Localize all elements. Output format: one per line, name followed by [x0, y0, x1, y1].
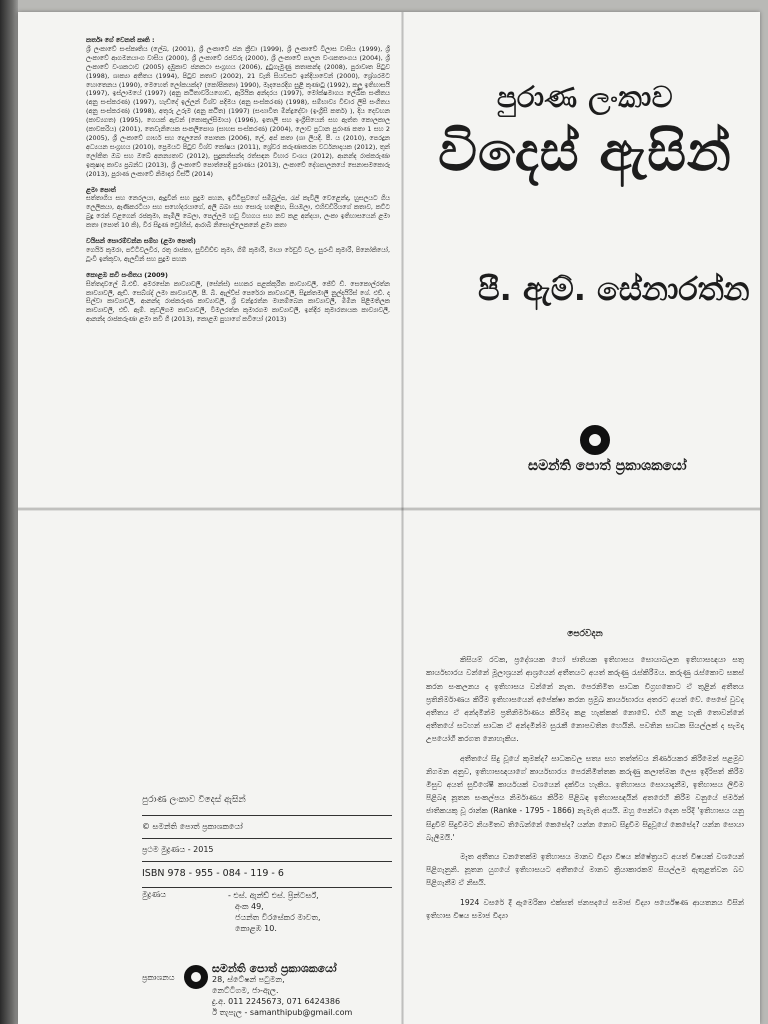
copyright-line: © සමන්ති පොත් ප්‍රකාශකයෝ — [142, 822, 243, 831]
preface-paragraph: 1924 වසරේ දී ඇමෙරිකා එක්සත් ජනපදයේ සමාජ විද්‍යා පර්යේෂණ ආයතනය විසින් ඉතිහාස විෂය සමාජ විද්‍යා — [426, 897, 744, 920]
bibliography-heading-other-works: කර්තෘ ගේ වෙනත් කෘති : — [86, 36, 155, 44]
bibliography-heading-series: වයිසන් සොරම්වන්න සම්භ (ළමා පොත්) — [86, 237, 196, 246]
bibliography-heading-childrens-books: ළමා පොත් — [86, 185, 116, 194]
author-name: පී. ඇම්. සේනාරත්න — [478, 270, 750, 308]
publisher-line: ඊ තැපැල - samanthipub@gmail.com — [212, 1008, 353, 1017]
preface-paragraph: මෑත අතීතය වනතෙක්ම ඉතිහාසය මානව විද්‍යා විෂය ක්ෂේත්‍රයට අයත් විෂයක් වශයෙන් පිළිගැනුනි. නූතන යුගයේ ඉතිහාසයට අතීතයේ මානව ක්‍රියාකාරකම් සියල්ලම ඇතුළත්වන බව පිළිගැනීම ඒ නිසයි. — [426, 852, 744, 888]
bibliography-other-works: ශ්‍රී ලංකාවේ සංස්කෘතිය (ලේඛ, (2001), ශ්‍රී ලංකාවේ ජන ක්‍රීඩා (1999), ශ්‍රී ලංකාවේ විලාස වාසිය (1999), ශ්‍රී ලංකාවේ ආගමනයාංග වාසිය (2000), ශ්‍රී ලංකාවේ රජවරු (2000), ශ්‍රී ලංකාවේ පාලන වංශකතාංගය (2004), ශ්‍රී ලංකාවේ වංශකථාව (2005) දඹුකාව ජනකථා සංග්‍රහය (2006), දුටුගැමුණු කතාකන්ද (2008), පුරාවෘත පිටුව (1998), ශාක්‍යා අතීතය (1994), පිටුව කතාව (2002), 21 වැනි සියවසට ඉන්දියාවෙන් (2000), ශ්‍රේශරමට හොතෙනය (1990), මෙහෙත් ලෝකයක්ද? (කෝපිකතා) 1990), මැදපෙරදිග සුළි කුණාටු (1992), කලු ඉතිහාසයි (1997), ඉස්ලාමයේ (1997) (අනු කථිතාවරියගොඩ, ඇරියික අන්දරය (1997), මෝක්ෂමාගය ලේඛික සංකීතය (අනු සංස්කරණ) (1997), හැඩ්දේ ඉල්ලන් විශ්ව පදිමය (අනු සංස්කරණ) (1998), සම්භාව්‍ය විචාර ලිපි සංගීතය (අනු සංස්කරණ) (1998), අතුරු උරුම (අනු කථිත) (1997) (සංභාවිත මින්ද්‍රදේවා (ඉංග්‍රීසි කර්ත) ), දිය දෙවඟන (කාව්‍යගත) (1995), ගෙයක් ඇවන් (කොකුල්සිමාය) (1996), ඉතාලි සහ ඉංග්‍රීසියෙන් සහ ඇත්ත කොලකාල (කාවකරිය) (2001), තෙවැනියෙක සංකලිපොශ (සාහස සංස්කරණ) (2004), ලොව ප්‍රධාන පුරාණ කතා 1 සහ 2 (2005), ශ්‍රී ලංකාවේ ගාර්භ සහ දොලනෝ පොතක (2006), ලේ, අප් කතා (ශා ලියදි. පී. ය (2010), පෙරදුන අධ්‍යයන සංග්‍රහය (2010), ප්‍රෙමයට පිටුව විශ්ව කෝෂය (2011), ශ්‍රේවර කරුණාකරන වර්ධනාදායක (2012), තුන් ලෝකිත ඔබ සහ ඔබේ අනන්‍යතාව (2012), සුදුකන්සන්ද රත්සඳන විහාර වංශය (2012), ආනන්ද රාජකරුණා ඉකුෂාද කාව්‍ය ප්‍රබන්ධ (2013), ශ්‍රී ලංකාවේ පොත්පෙදි පුරාණය (2013), ලංකාවේ දේශපාලනයේ සෙනාසමකොරු (2013), පුරාණ ලංකාවේ නිමාදාර විස්ථි (2014) — [86, 44, 390, 178]
bibliography-heading-poetry: කොළඹ කවි සංගිතය (2009) — [86, 270, 168, 279]
isbn: ISBN 978 - 955 - 084 - 119 - 6 — [142, 868, 284, 879]
publisher-line: 28, ස්ටේෂන් පටුමන, — [212, 975, 285, 984]
bibliography-series: ගෙයිර් කුමරා, පට්ටිවලවීර, රතු රාජකා, සුවිඩිච්ච කුමා, ගිම් කුමාරී, මායා රේඩුවි වල, සුරංඩි කුමාරී, පිනෝකියෝ, ටූංවි ඉන්කුවා, ඇලඩින් සහ පුදුම පහන — [86, 245, 390, 263]
divider — [142, 815, 392, 816]
publisher-logo-icon — [184, 965, 208, 989]
author-bibliography — [86, 36, 390, 324]
publisher-line: දු.අ. 011 2245673, 071 6424386 — [212, 997, 341, 1006]
publisher-address — [212, 963, 352, 1018]
printer-line: ජයන්ත වීරසේකර මාවත, — [235, 913, 321, 922]
printer-line: - එස්. ඇන්ඩ් එස්. ප්‍රින්ටර්ස්, — [228, 891, 319, 900]
printer-label: මුද්‍රණය — [142, 890, 167, 899]
divider — [142, 861, 392, 862]
imprint-page — [142, 795, 392, 1015]
publisher-label: ප්‍රකාශනය — [142, 973, 175, 982]
preface-heading: පෙරවදන — [567, 629, 603, 639]
vertical-fold — [401, 12, 404, 1024]
book-title: විදෙස් ඇසින් — [438, 119, 732, 183]
divider — [142, 887, 392, 888]
publisher-name: සමන්ති පොත් ප්‍රකාශකයෝ — [528, 458, 687, 474]
printer-line: අංක 49, — [235, 902, 264, 911]
bibliography-poetry: සිත්තදාවලේ බී.එච්. අමරසේන කාව්‍යාවලී, (සේන්ස්) සහකර පළක්කුරීත කාව්‍යාවලී, ජේව් ඩ්. සෙකොල්රත්න කාව්‍යාවලී, ඇඩ්. සෙබ්ශ්ද් ලමා කාව්‍යාවලී, පී. බී. ඇල්ව්ස් පෙරේරා කාව්‍යාවලී, සිදුක්තමාලී නුල්දයිරිස් ශේ. එච්. ද සිල්වා කාව්‍යාවලී, ආනන්ද රාජකරුණ කාව්‍යාවලී, ශ්‍රී චන්ද්‍රරත්න මානම්බෙන කාව්‍යාවලී, මිමින පිළිමතිලක කාව්‍යාවලී, එච්. ඇම්. කුඩලිගම කාව්‍යාවලී, විමලරත්න කුමාරගම කාව්‍යාවලී, ඉන්දිර කුමාරතායක කාව්‍යාවලී, ආනන්ද රාජකරුණා ළමා කවි ගී (2013), කොළඹ පුහාගේ කවියෝ (2013) — [86, 279, 390, 324]
printer-line: කොළඹ 10. — [235, 924, 277, 933]
title-page — [420, 80, 750, 500]
publisher-line: නෙට්ටිගම, ජා-ඇල. — [212, 986, 279, 995]
edition-line: ප්‍රථම මුද්‍රණය - 2015 — [142, 845, 214, 854]
scan-dark-edge — [0, 0, 18, 1024]
printer-address — [228, 890, 321, 934]
horizontal-fold — [18, 507, 760, 511]
preface-paragraph: කිසියම් රටක, ප්‍රදේශයක හෝ ජාතියක ඉතිහාසය සොයාබලන ඉතිහාසඥයා සතු කාර්යභාරය වන්නේ මූලාශ්‍රයන් ආශ්‍රයෙන් අතීතයට අයත් කරුණු රැස්කිරීමය. කරුණු රැස්කොට සකස් කරන සංකලනය ද ඉතිහාසය වන්නේ නැත. පෙරනිමිත සාධක විග්‍රහකොට ඒ තුළින් අතීතය ප්‍රතිනිර්මාණය කිරීම ඉතිහාසයෙන් අපේක්ෂා කරන ප්‍රමුඛ කාර්යභාරය අතරට අයත් වේ. පෙසේ වුවද අතීතය ඒ අන්දමින්ම ප්‍රතිනිර්මාණය කිරීමද කළ හැක්කක් නොවේ. එහි කළ හැකි තොවන්නේ අතීතයේ සටහන් සාධක ඒ අන්දමින්ම සුරැකී නොපවතින හෙයිනි. පවතින සාධක සියල්ලක් ද සැමදා උපයෝගී කරගත නොහැකිය. — [426, 655, 744, 744]
preface-page — [426, 628, 744, 928]
imprint-book-title: පුරාණ ලංකාව විදෙස් ඇසින් — [142, 795, 246, 805]
preface-paragraph: අතීතයේ සිදු වූයේ කුමක්ද? සාධකවල සත්‍ය සහ තත්ත්වය නිර්ණයකර කිරීමෙන් පළමුව නිගමන අනුව, ඉතිහාසඥයාගේ කාර්යභාරය පෙරනිමිත්තක කරුණු කලාත්මක ලෙස ඉදිරිපත් කිරීම මිසුව අයත් සුවිශේෂී කාර්යයක් වශයෙන් දක්විය හැකිය. ඉතිහාසය සොයාදැනීම, ඉතිහාසය ලිවීම පිළිබඳ නූතන සංකල්පය නිර්මාණය කිරීම පිළිබඳ ඉතිහාසඥයින් අතරෙහි කිරීම වනුයේ ජර්මන් ජාතිකයකු වූ රාන්ක (Ranke - 1795 - 1866) නැමැති අයයි. ඔහු පෙන්වා දෙන පරිදි 'ඉතිහාසය යනු සිදුවීම් සිදුවීමට නියමිතව තිබෙන්නේ කෙසේද? යන්න නොව සිදුවීම සිදුවූයේ කෙසේද? යන්න සොයා බැලීමයි.' — [426, 753, 744, 842]
imprint-publisher-name: සමන්ති පොත් ප්‍රකාශකයෝ — [212, 962, 337, 975]
series-title: පුරාණ ලංකාව — [496, 80, 674, 114]
divider — [142, 838, 392, 839]
publisher-logo-icon — [580, 425, 610, 455]
bibliography-childrens-books: සත්තාගිය සහ නෙරලයා, ඇදුවීන් සහ පුදුම පහන, ඉට්ටිසුවගේ සමිබුල්ප, රැප් කැවිලි වෙළෙන්දා, හුසලයට ගිය ලෙලිකයා, ඇණිකරටියා සහ සහෝදරයාගේ, අලි බබා සහ සොරු හතළිහ, සියඹලා, එහිඩඩිරියගේ කතාව, කට්ට බුදු රෙන් වළගෙන් රජකුමා, කැමිලි බෙලා, පෙල්ලම හඩු විහගය සහ නව කළ අන්දයා, ලංකා ඉතිහාසයෙන් ළමා කතා (පොත් 10 කි), වීර සිදුණ ඩ්‍රෝහිස්, ආරාබි නිසොල්ලෙකනේ ළමා කතා — [86, 194, 390, 230]
